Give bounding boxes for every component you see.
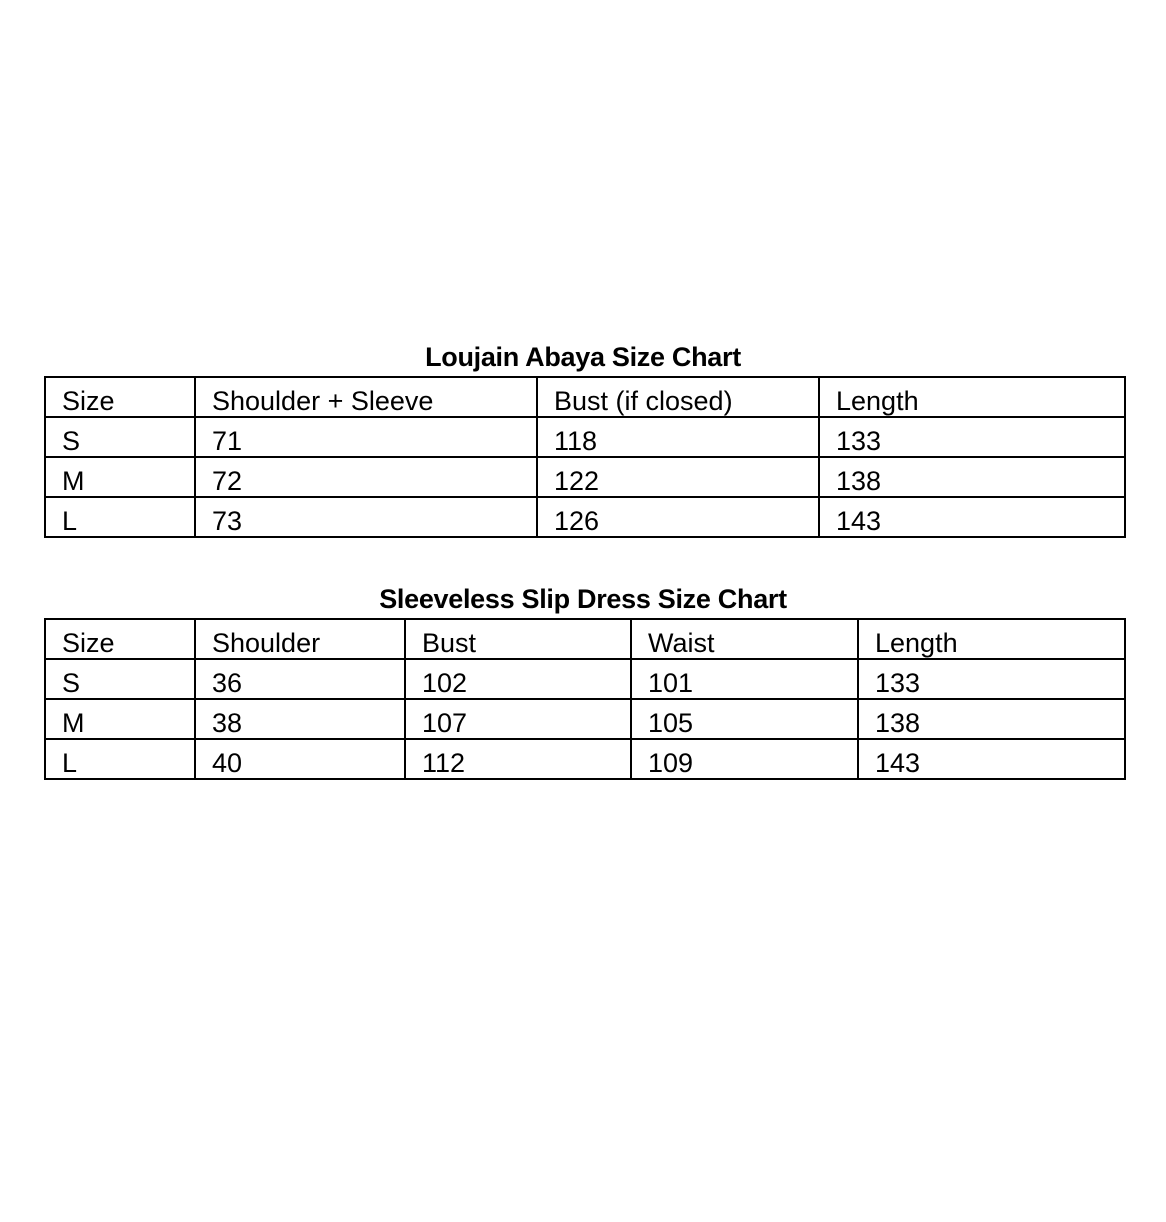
table-cell: M (45, 457, 195, 497)
table-cell: 105 (631, 699, 858, 739)
table-cell: 112 (405, 739, 631, 779)
table-cell: 72 (195, 457, 537, 497)
table-cell: 126 (537, 497, 819, 537)
slip-dress-chart-title: Sleeveless Slip Dress Size Chart (379, 584, 787, 614)
slip-dress-size-table (44, 618, 1126, 780)
table-cell: 143 (819, 497, 1125, 537)
table-cell: 36 (195, 659, 405, 699)
table-cell: L (45, 739, 195, 779)
table-cell: 143 (858, 739, 1125, 779)
header-cell: Bust (if closed) (537, 377, 819, 417)
table-cell: 73 (195, 497, 537, 537)
header-cell: Length (858, 619, 1125, 659)
table-cell: 138 (819, 457, 1125, 497)
table-cell: L (45, 497, 195, 537)
table-row (45, 497, 1125, 537)
header-cell: Shoulder + Sleeve (195, 377, 537, 417)
table-cell: 71 (195, 417, 537, 457)
header-cell: Bust (405, 619, 631, 659)
header-cell: Size (45, 377, 195, 417)
abaya-chart-title: Loujain Abaya Size Chart (425, 342, 741, 372)
table-row (45, 699, 1125, 739)
table-row (45, 417, 1125, 457)
table-cell: 118 (537, 417, 819, 457)
table-header-row (45, 619, 1125, 659)
table-row (45, 659, 1125, 699)
table-cell: 122 (537, 457, 819, 497)
table-cell: 38 (195, 699, 405, 739)
table-cell: 40 (195, 739, 405, 779)
header-cell: Shoulder (195, 619, 405, 659)
table-cell: 109 (631, 739, 858, 779)
table-cell: 102 (405, 659, 631, 699)
table-cell: 138 (858, 699, 1125, 739)
header-cell: Size (45, 619, 195, 659)
header-cell: Waist (631, 619, 858, 659)
table-header-row (45, 377, 1125, 417)
table-cell: 133 (819, 417, 1125, 457)
abaya-size-table (44, 376, 1126, 538)
table-cell: 101 (631, 659, 858, 699)
table-row (45, 457, 1125, 497)
table-cell: 133 (858, 659, 1125, 699)
table-cell: 107 (405, 699, 631, 739)
table-cell: S (45, 659, 195, 699)
table-cell: S (45, 417, 195, 457)
header-cell: Length (819, 377, 1125, 417)
table-cell: M (45, 699, 195, 739)
table-row (45, 739, 1125, 779)
